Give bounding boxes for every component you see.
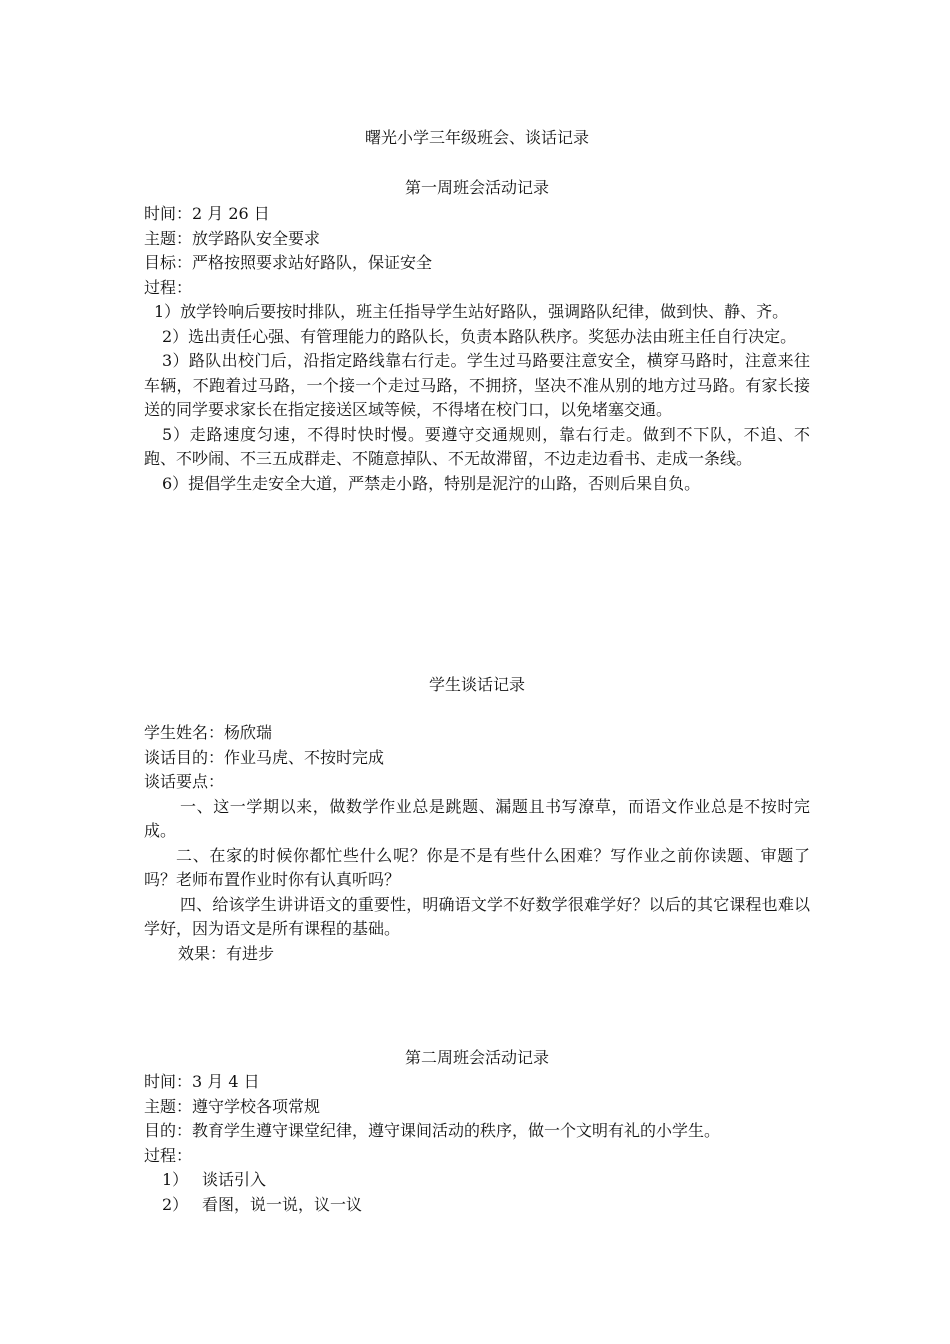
week2-step: [144, 1193, 810, 1218]
document-title: 曙光小学三年级班会、谈话记录: [364, 128, 589, 147]
week1-process-label: 过程：: [144, 277, 193, 297]
week1-section: [144, 176, 810, 496]
step-number: 2）: [162, 1194, 189, 1214]
week2-process-label: 过程：: [144, 1145, 193, 1165]
talk-points-label: 谈话要点：: [144, 772, 225, 791]
talk-purpose: 谈话目的：作业马虎、不按时完成: [144, 747, 385, 767]
talk-point: 二、在家的时候你都忙些什么呢？你是不是有些什么困难？写作业之前你读题、审题了吗？老师布置作业时你有认真听吗？: [144, 845, 810, 889]
week2-section: [144, 1046, 810, 1217]
talk-heading: 学生谈话记录: [428, 675, 525, 694]
week1-topic: 主题：放学路队安全要求: [144, 228, 321, 248]
week1-goal: 目标：严格按照要求站好路队，保证安全: [144, 253, 433, 272]
week1-item: 6）提倡学生走安全大道，严禁走小路，特别是泥泞的山路，否则后果自负。: [162, 473, 701, 493]
step-text: 看图，说一说，议一议: [202, 1194, 363, 1214]
step-number: 1）: [162, 1170, 189, 1189]
talk-effect: 效果：有进步: [178, 943, 275, 963]
week2-goal: 目的：教育学生遵守课堂纪律，遵守课间活动的秩序，做一个文明有礼的小学生。: [144, 1121, 721, 1140]
week2-step: [144, 1168, 810, 1193]
week1-item: 3）路队出校门后，沿指定路线靠右行走。学生过马路要注意安全，横穿马路时，注意来往车辆，不跑着过马路，一个接一个走过马路，不拥挤，坚决不准从别的地方过马路。有家长接送的同学要求家长在指定接送区域等候，不得堵在校门口，以免堵塞交通。: [144, 351, 810, 419]
talk-section: [144, 673, 810, 966]
talk-point: 四、给该学生讲讲语文的重要性，明确语文学不好数学很难学好？以后的其它课程也难以学好，因为语文是所有课程的基础。: [144, 894, 810, 938]
week2-time: 时间：3 月 4 日: [144, 1072, 260, 1091]
week2-topic: 主题：遵守学校各项常规: [144, 1096, 321, 1116]
week1-heading: 第一周班会活动记录: [404, 178, 549, 197]
talk-student: 学生姓名：杨欣瑞: [144, 723, 273, 742]
week1-time: 时间：2 月 26 日: [144, 204, 270, 223]
step-text: 谈话引入: [202, 1170, 267, 1189]
week1-item: 1）放学铃响后要按时排队，班主任指导学生站好路队，强调路队纪律，做到快、静、齐。: [154, 302, 789, 321]
week1-item: 2）选出责任心强、有管理能力的路队长，负责本路队秩序。奖惩办法由班主任自行决定。: [162, 326, 797, 346]
week2-heading: 第二周班会活动记录: [404, 1048, 549, 1067]
week1-item: 5）走路速度匀速，不得时快时慢。要遵守交通规则，靠右行走。做到不下队，不追、不跑、不吵闹、不三五成群走、不随意掉队、不无故滞留，不边走边看书、走成一条线。: [144, 424, 810, 468]
talk-point: 一、这一学期以来，做数学作业总是跳题、漏题且书写潦草，而语文作业总是不按时完成。: [144, 796, 810, 840]
